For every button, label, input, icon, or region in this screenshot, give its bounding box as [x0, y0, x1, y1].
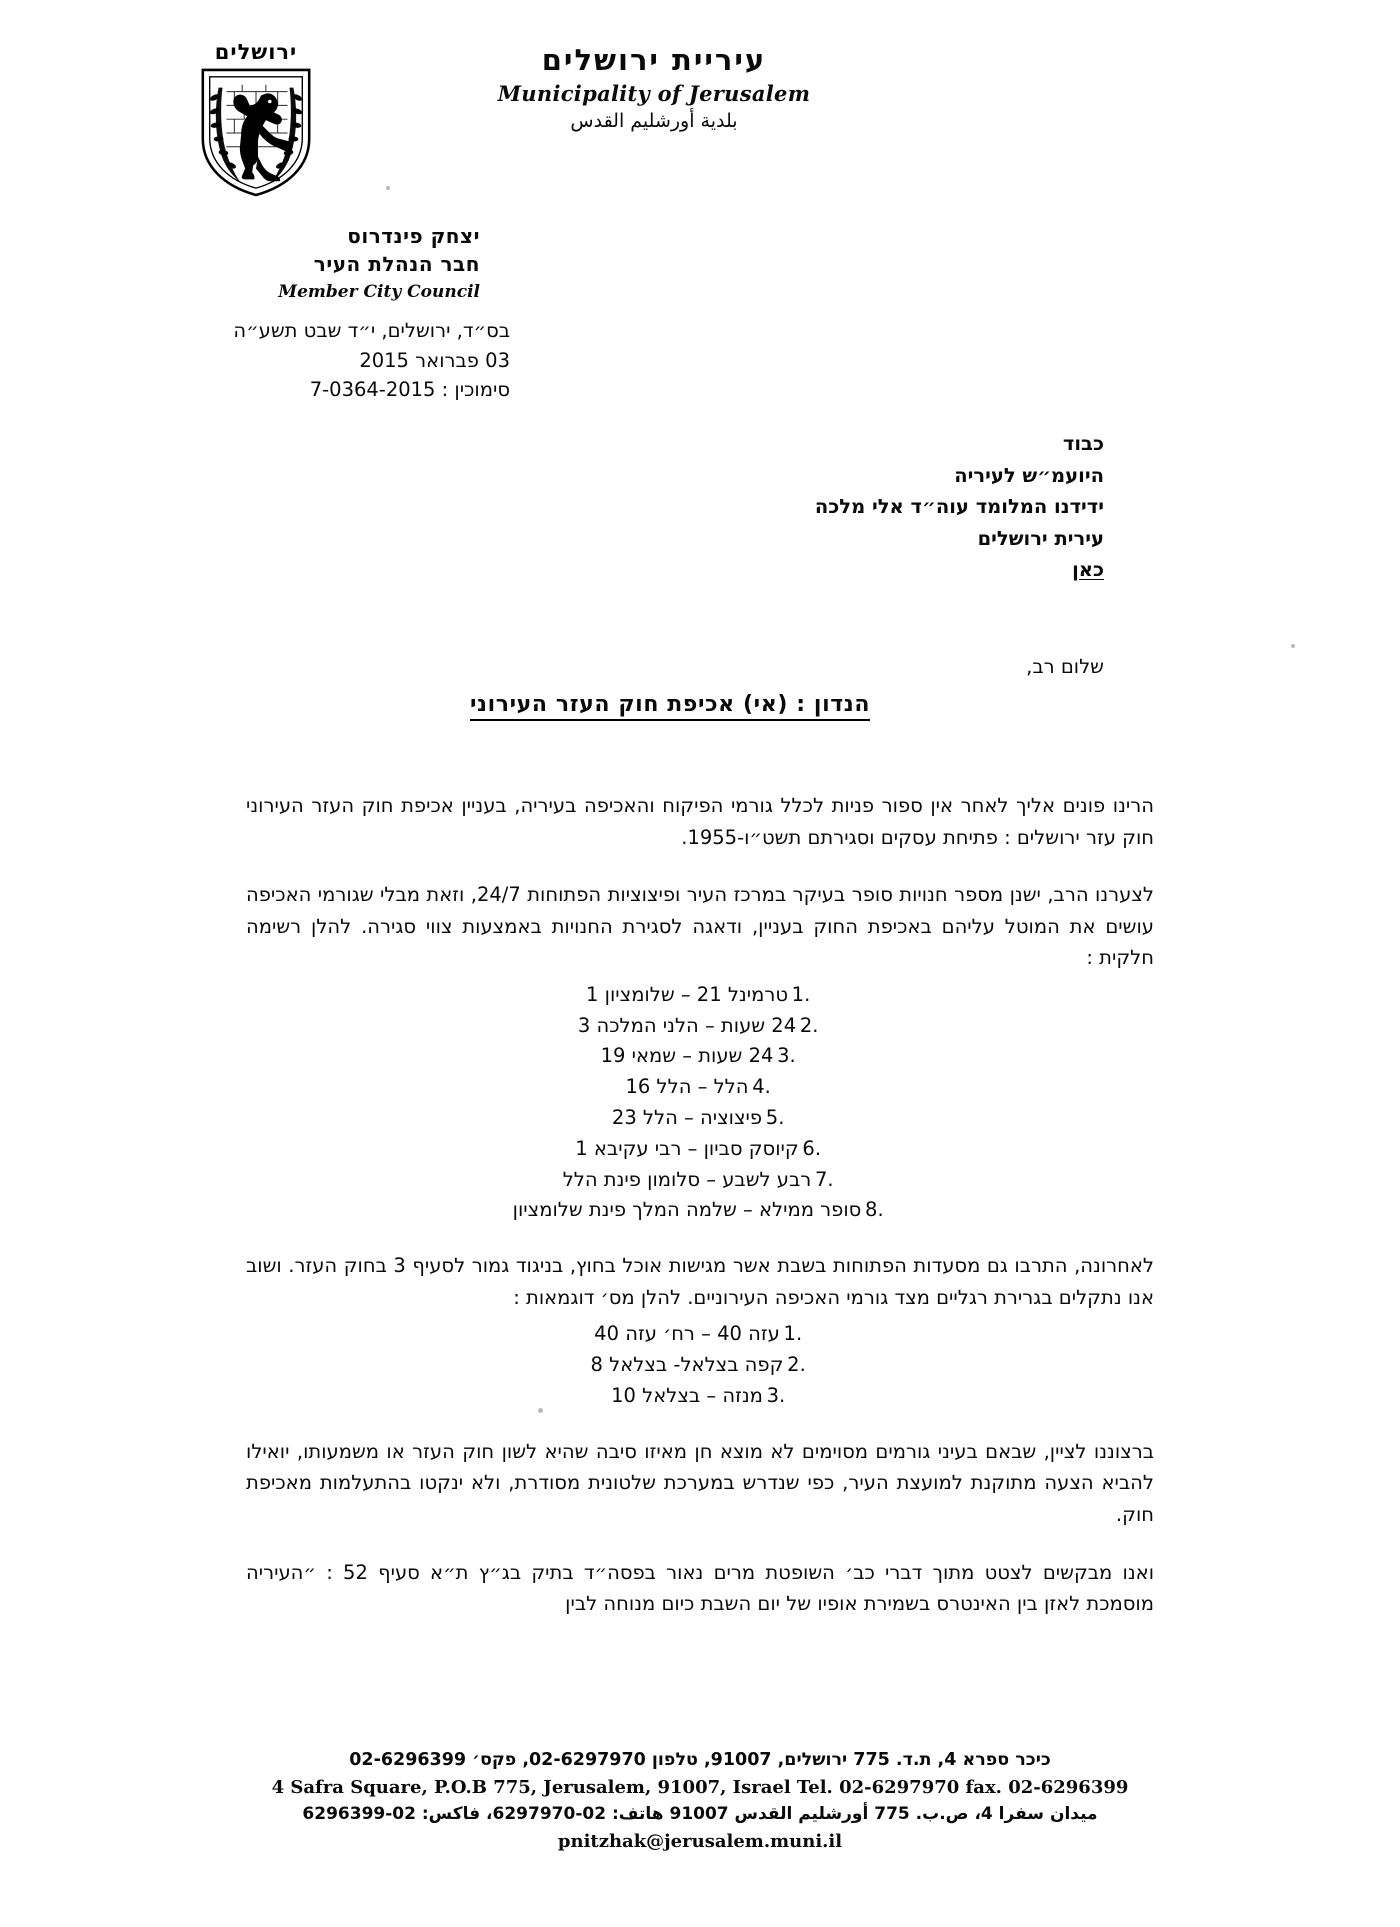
scan-artifact: [1291, 644, 1295, 648]
list-number: [773, 1041, 799, 1072]
list-item-text: מנזה – בצלאל 10: [611, 1384, 763, 1408]
addressee-line-3: עירית ירושלים: [977, 526, 1104, 550]
list-item-text: פיצוציה – הלל 23: [611, 1106, 763, 1130]
list-item-text: קיוסק סביון – רבי עקיבא 1: [575, 1136, 799, 1160]
list-number: [861, 1195, 887, 1226]
list-number: [780, 1319, 806, 1350]
footer-address-english: 4 Safra Square, P.O.B 775, Jerusalem, 91007, Israel Tel. 02-6297970 fax. 02-6296399: [271, 1776, 1129, 1798]
list-item: [246, 1319, 1154, 1350]
list-item-text: סופר ממילא – שלמה המלך פינת שלומציון: [512, 1198, 862, 1222]
list-number: [762, 1103, 788, 1134]
sender-role-english: Member City Council: [278, 281, 480, 302]
addressee-line-4: כאן: [1072, 558, 1104, 582]
organization-titles: [0, 42, 1400, 132]
list-item: [246, 1103, 1154, 1134]
body-paragraph-4: ברצוננו לציין, שבאם בעיני גורמים מסוימים לא מוצא חן מאיזו סיבה שהיא לשון חוק העזר או משמעותו, יואילו להביא הצעה מתוקנת למועצת העיר, כפי שנדרש במערכת שלטונית מסודרת, ולא ינקטו בהתעלמות מאכיפת חוק.: [246, 1439, 1154, 1526]
date-reference-block: [150, 316, 510, 405]
list-item: [246, 1041, 1154, 1072]
list-item-text: 24 שעות – הלני המלכה 3: [577, 1013, 797, 1037]
org-name-hebrew: עיריית ירושלים: [541, 43, 767, 77]
list-number: [749, 1072, 775, 1103]
addressee-line-2: ידידנו המלומד עוה״ד אלי מלכה: [814, 495, 1104, 519]
list-item: [246, 1072, 1154, 1103]
subject-line: [0, 692, 1400, 717]
sender-name: יצחק פינדרוס: [347, 224, 480, 248]
list-item-text: הלל – הלל 16: [625, 1075, 749, 1099]
list-item: [246, 1134, 1154, 1165]
list-item: [246, 1011, 1154, 1042]
body-paragraph-1: הרינו פונים אליך לאחר אין ספור פניות לכלל גורמי הפיקוח והאכיפה בעיריה, בעניין אכיפת חוק העזר העירוני חוק עזר ירושלים : פתיחת עסקים וסגירתם תשט״ו-1955.: [246, 794, 1154, 849]
greeting-line: שלום רב,: [1026, 655, 1104, 678]
reference-number: סימוכין : 7-0364-2015: [309, 378, 510, 402]
letterhead: [0, 34, 1400, 214]
addressee-block: [815, 428, 1104, 586]
list-item: [246, 1195, 1154, 1226]
list-number: [811, 1165, 837, 1196]
footer-email[interactable]: pnitzhak@jerusalem.muni.il: [557, 1831, 843, 1853]
list-number: [796, 1011, 822, 1042]
list-number: [799, 1134, 825, 1165]
list-number: [763, 1381, 789, 1412]
hebrew-date: בס״ד, ירושלים, י״ד שבט תשע״ה: [233, 319, 510, 342]
list-item: [246, 1381, 1154, 1412]
list-number: [788, 980, 814, 1011]
footer-contact-block: [0, 1748, 1400, 1855]
list-item-text: עזה 40 – רח׳ עזה 40: [594, 1322, 780, 1346]
body-paragraph-3: לאחרונה, התרבו גם מסעדות הפתוחות בשבת אשר מגישות אוכל בחוץ, בניגוד גמור לסעיף 3 בחוק העזר. ושוב אנו נתקלים בגרירת רגליים מצד גורמי האכיפה העירוניים. להלן מס׳ דוגמאות :: [246, 1254, 1154, 1309]
sender-role-hebrew: חבר הנהלת העיר: [313, 252, 480, 277]
addressee-honorific: כבוד: [1062, 432, 1104, 455]
body-paragraph-2: לצערנו הרב, ישנן מספר חנויות סופר בעיקר במרכז העיר ופיצוציות הפתוחות 24/7, וזאת מבלי שגורמי האכיפה עושים את המוטל עליהם באכיפת החוק בעניין, ודאגה לסגירת החנויות באמצעות צווי סגירה. להלן רשימה חלקית :: [246, 883, 1154, 970]
list-item-text: קפה בצלאל- בצלאל 8: [590, 1353, 784, 1377]
body-paragraph-5: ואנו מבקשים לצטט מתוך דברי כב׳ השופטת מרים נאור בפסה״ד בתיק בג״ץ ת״א סעיף 52 : ״העיריה מוסמכת לאזן בין האינטרס בשמירת אופיו של יום השבת כיום מנוחה לבין: [246, 1560, 1155, 1616]
open-restaurants-list: [246, 1319, 1154, 1411]
subject-text: הנדון : (אי) אכיפת חוק העזר העירוני: [470, 692, 870, 721]
org-name-arabic: بلدية أورشليم القدس: [570, 110, 738, 133]
list-item-text: טרמינל 21 – שלומציון 1: [586, 982, 788, 1006]
list-item: [246, 1350, 1154, 1381]
list-item-text: רבע לשבע – סלומון פינת הלל: [562, 1167, 812, 1191]
list-item-text: 24 שעות – שמאי 19: [600, 1044, 774, 1068]
open-businesses-list: [246, 980, 1154, 1226]
list-number: [783, 1350, 809, 1381]
footer-address-hebrew: כיכר ספרא 4, ת.ד. 775 ירושלים, 91007, טלפון 02-6297970, פקס׳ 02-6296399: [349, 1749, 1051, 1770]
footer-address-arabic: ميدان سفرا 4، ص.ب. 775 أورشليم القدس 91007 هاتف: 02-6297970، فاكس: 02-6296399: [302, 1804, 1098, 1825]
letter-body: [246, 790, 1154, 1646]
gregorian-date: 03 פברואר 2015: [359, 348, 510, 372]
list-item: [246, 980, 1154, 1011]
list-item: [246, 1165, 1154, 1196]
addressee-line-1: היועמ״ש לעיריה: [954, 463, 1104, 487]
emblem-word-label: ירושלים: [214, 40, 298, 64]
org-name-english: Municipality of Jerusalem: [497, 81, 811, 107]
sender-identity-block: [150, 222, 480, 304]
